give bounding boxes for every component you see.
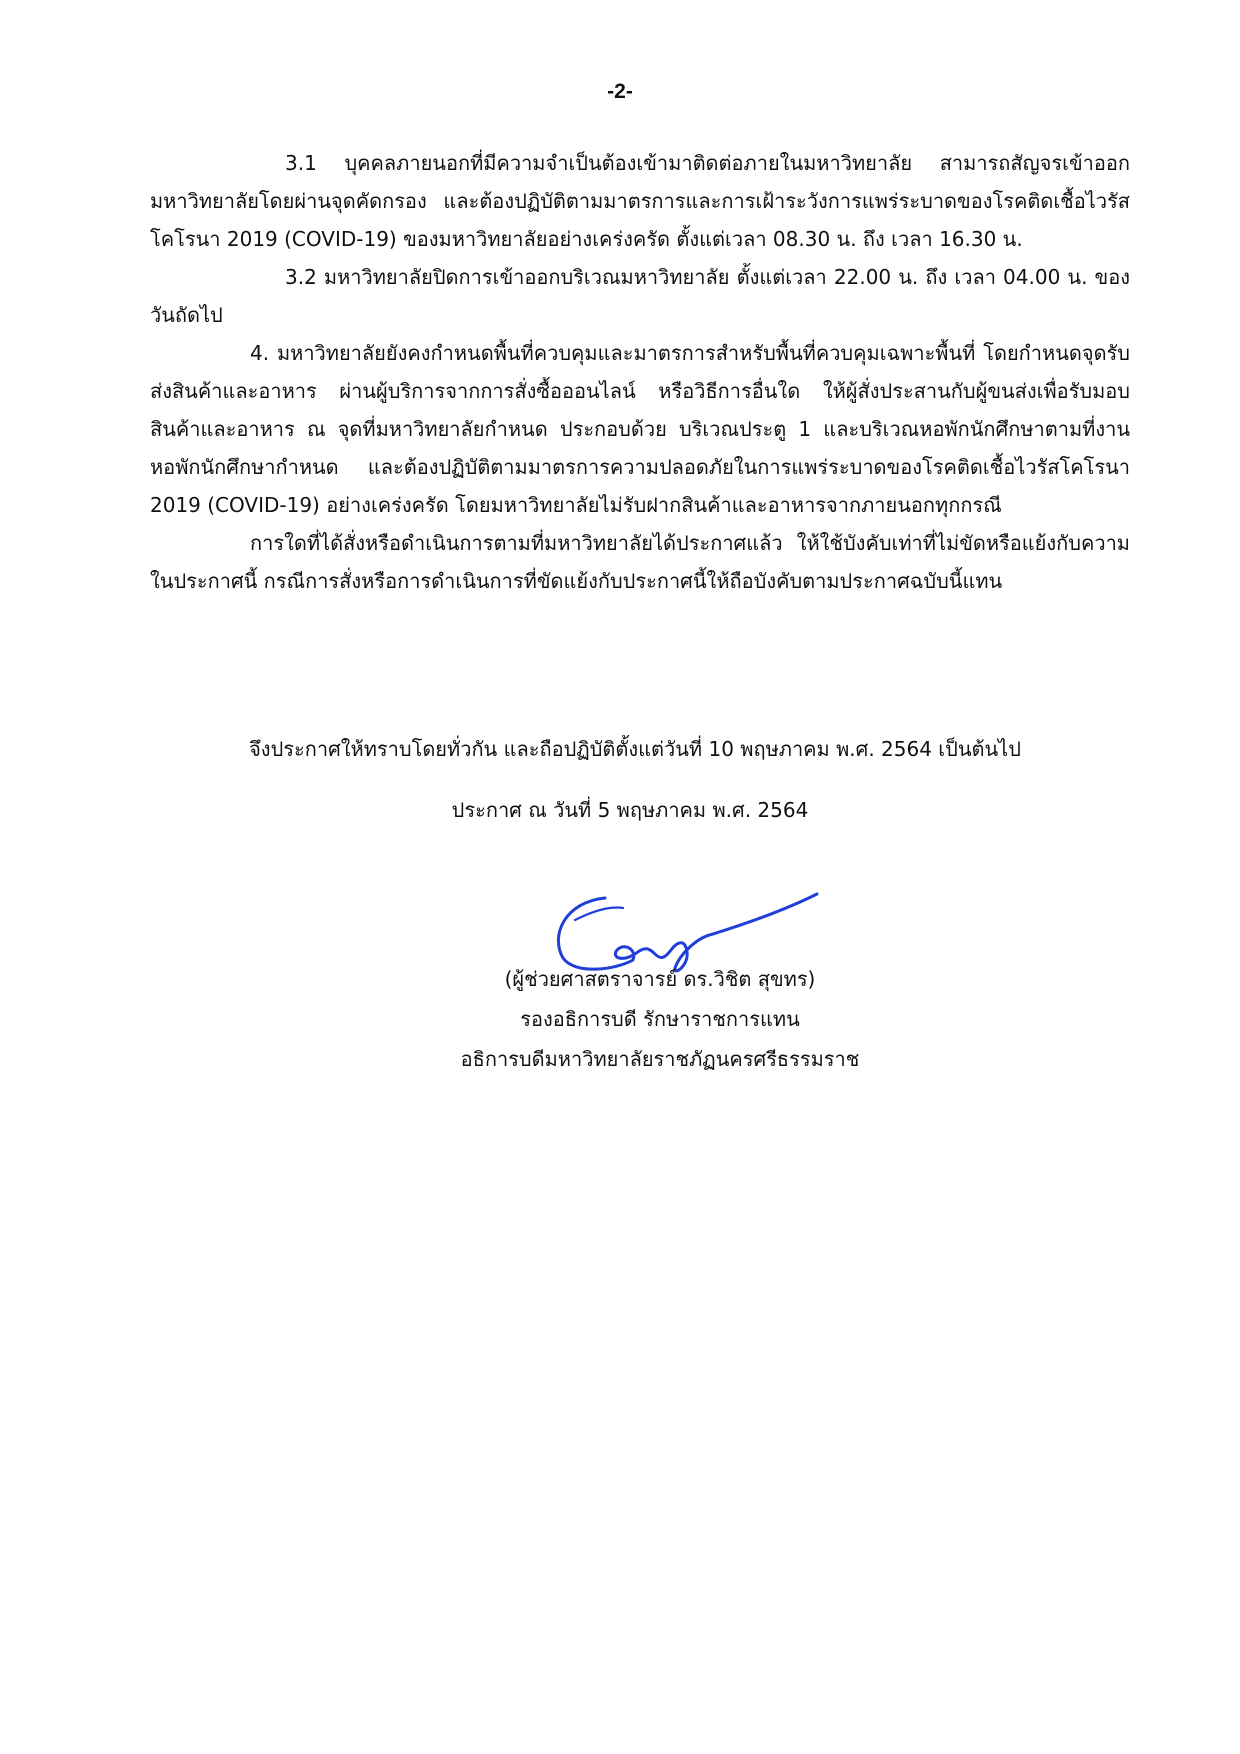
signature-underline	[575, 908, 623, 921]
announcement-date: ประกาศ ณ วันที่ 5 พฤษภาคม พ.ศ. 2564	[451, 798, 809, 822]
announcement-body	[150, 144, 1130, 600]
paragraph-supersede: การใดที่ได้สั่งหรือดำเนินการตามที่มหาวิทยาลัยได้ประกาศแล้ว ให้ใช้บังคับเท่าที่ไม่ขัดหรือแย้งกับความในประกาศนี้ กรณีการสั่งหรือการดำเนินการที่ขัดแย้งกับประกาศนี้ให้ถือบังคับตามประกาศฉบับนี้แทน	[150, 531, 1130, 593]
signer-position: รองอธิการบดี รักษาราชการแทน	[520, 1007, 800, 1031]
paragraph-4: 4. มหาวิทยาลัยยังคงกำหนดพื้นที่ควบคุมและมาตรการสำหรับพื้นที่ควบคุมเฉพาะพื้นที่ โดยกำหนดจุดรับส่งสินค้าและอาหาร ผ่านผู้บริการจากการสั่งซื้อออนไลน์ หรือวิธีการอื่นใด ให้ผู้สั่งประสานกับผู้ขนส่งเพื่อรับมอบสินค้าและอาหาร ณ จุดที่มหาวิทยาลัยกำหนด ประกอบด้วย บริเวณประตู 1 และบริเวณหอพักนักศึกษาตามที่งานหอพักนักศึกษากำหนด และต้องปฏิบัติตามมาตรการความปลอดภัยในการแพร่ระบาดของโรคติดเชื้อไวรัสโคโรนา 2019 (COVID-19) อย่างเคร่งครัด โดยมหาวิทยาลัยไม่รับฝากสินค้าและอาหารจากภายนอกทุกกรณี	[150, 341, 1130, 517]
effective-statement: จึงประกาศให้ทราบโดยทั่วกัน และถือปฏิบัติตั้งแต่วันที่ 10 พฤษภาคม พ.ศ. 2564 เป็นต้นไป	[249, 737, 1021, 761]
page-number: -2-	[607, 80, 633, 103]
paragraph-3-1: 3.1 บุคคลภายนอกที่มีความจำเป็นต้องเข้ามาติดต่อภายในมหาวิทยาลัย สามารถสัญจรเข้าออกมหาวิทยาลัยโดยผ่านจุดคัดกรอง และต้องปฏิบัติตามมาตรการและการเฝ้าระวังการแพร่ระบาดของโรคติดเชื้อไวรัสโคโรนา 2019 (COVID-19) ของมหาวิทยาลัยอย่างเคร่งครัด ตั้งแต่เวลา 08.30 น. ถึง เวลา 16.30 น.	[150, 151, 1130, 251]
paragraph-3-2: 3.2 มหาวิทยาลัยปิดการเข้าออกบริเวณมหาวิทยาลัย ตั้งแต่เวลา 22.00 น. ถึง เวลา 04.00 น. ของวันถัดไป	[150, 265, 1130, 327]
signer-organization: อธิการบดีมหาวิทยาลัยราชภัฏนครศรีธรรมราช	[460, 1047, 860, 1071]
signer-name: (ผู้ช่วยศาสตราจารย์ ดร.วิชิต สุขทร)	[504, 967, 816, 991]
